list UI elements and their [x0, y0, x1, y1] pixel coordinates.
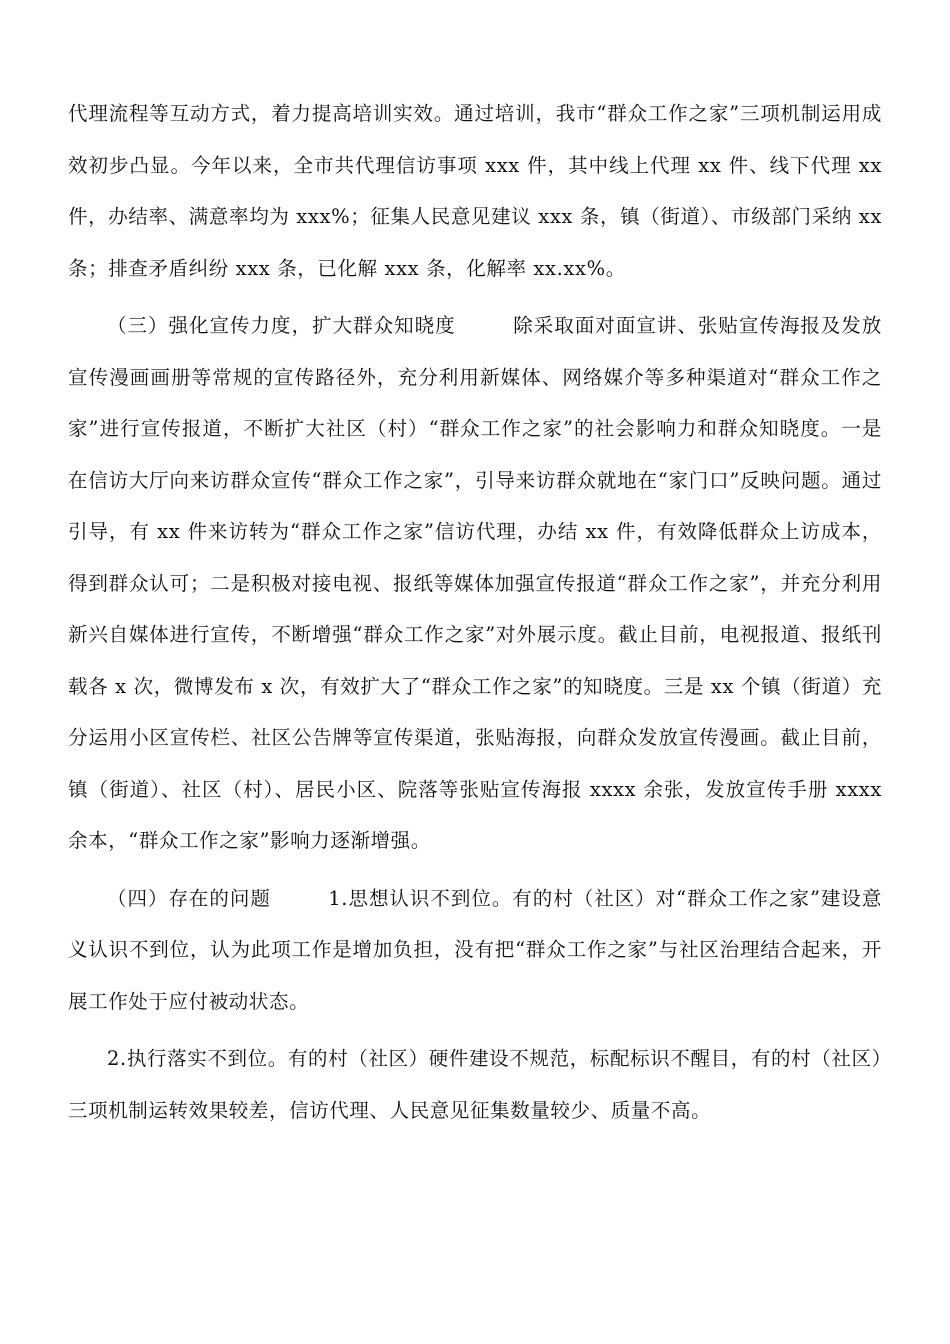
paragraph-publicity [68, 300, 882, 867]
paragraph-text: 代理流程等互动方式，着力提高培训实效。通过培训，我市“群众工作之家”三项机制运用成效初步凸显。今年以来，全市共代理信访事项 xxx 件，其中线上代理 xx 件、线下代理 xx 件，办结率、满意率均为 xxx%；征集人民意见建议 xxx 条，镇（街道）、市级部门采纳 xx 条；排查矛盾纠纷 xxx 条，已化解 xxx 条，化解率 xx.xx%。 [68, 102, 882, 280]
paragraph-training-results [68, 88, 882, 294]
section-heading-problems: （四）存在的问题 [107, 886, 271, 910]
paragraph-text: 除采取面对面宣讲、张贴宣传海报及发放宣传漫画画册等常规的宣传路径外，充分利用新媒体、网络媒介等多种渠道对“群众工作之家”进行宣传报道，不断扩大社区（村）“群众工作之家”的社会影响力和群众知晓度。一是在信访大厅向来访群众宣传“群众工作之家”，引导来访群众就地在“家门口”反映问题。通过引导，有 xx 件来访转为“群众工作之家”信访代理，办结 xx 件，有效降低群众上访成本，得到群众认可；二是积极对接电视、报纸等媒体加强宣传报道“群众工作之家”，并充分利用新兴自媒体进行宣传，不断增强“群众工作之家”对外展示度。截止目前，电视报道、报纸刊载各 x 次，微博发布 x 次，有效扩大了“群众工作之家”的知晓度。三是 xx 个镇（街道）充分运用小区宣传栏、社区公告牌等宣传渠道，张贴海报，向群众发放宣传漫画。截止目前，镇（街道）、社区（村）、居民小区、院落等张贴宣传海报 xxxx 余张，发放宣传手册 xxxx 余本，“群众工作之家”影响力逐渐增强。 [68, 314, 883, 852]
paragraph-implementation [68, 1033, 882, 1136]
paragraph-text: 1.思想认识不到位。有的村（社区）对“群众工作之家”建设意义认识不到位，认为此项工作是增加负担，没有把“群众工作之家”与社区治理结合起来，开展工作处于应付被动状态。 [68, 886, 882, 1013]
section-heading-publicity: （三）强化宣传力度，扩大群众知晓度 [107, 314, 456, 337]
paragraph-text: 2.执行落实不到位。有的村（社区）硬件建设不规范，标配标识不醒目，有的村（社区）三项机制运转效果较差，信访代理、人民意见征集数量较少、质量不高。 [68, 1047, 882, 1122]
paragraph-problems [68, 873, 882, 1028]
